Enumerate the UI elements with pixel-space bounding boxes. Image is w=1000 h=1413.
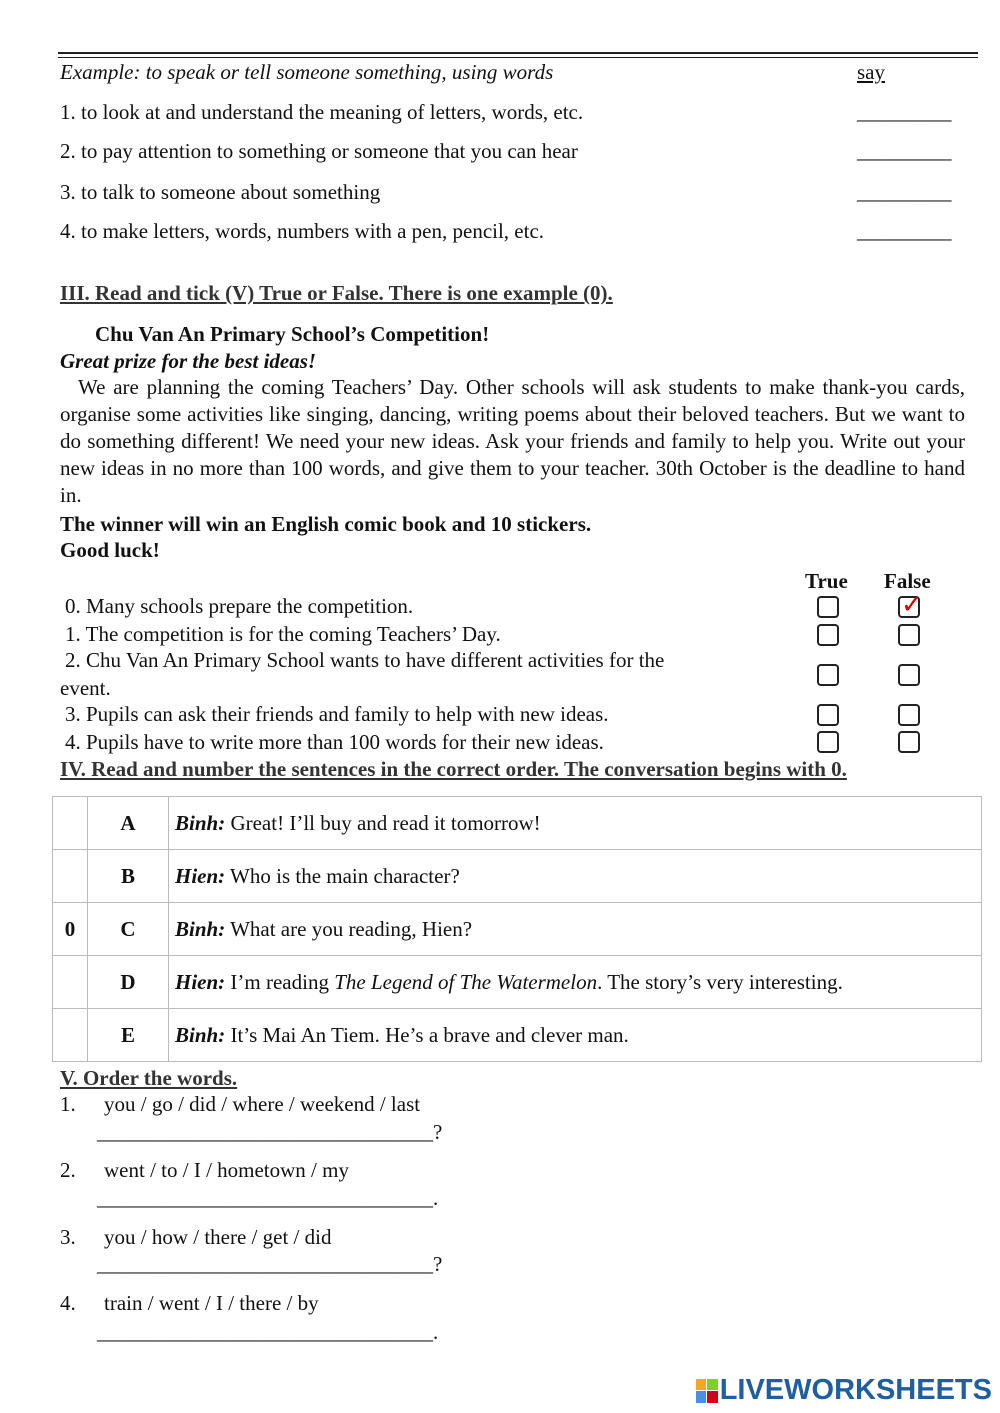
book-title: The Legend of The Watermelon bbox=[334, 969, 598, 994]
order-item-number-2: 2. bbox=[60, 1158, 76, 1182]
checkbox-true-4[interactable] bbox=[817, 731, 839, 753]
top-rule bbox=[58, 52, 978, 54]
section3-heading: III. Read and tick (V) True or False. There is one example (0). bbox=[60, 281, 613, 305]
logo-square-icon bbox=[696, 1391, 707, 1403]
dialogue-line bbox=[169, 903, 982, 956]
order-item-words-2: went / to / I / hometown / my bbox=[104, 1158, 349, 1182]
dialogue-line bbox=[169, 1009, 982, 1062]
row-letter: C bbox=[88, 903, 169, 956]
order-answer-line-4[interactable]: ________________________________. bbox=[97, 1320, 439, 1344]
order-answer-line-2[interactable]: ________________________________. bbox=[97, 1186, 439, 1210]
line-text: Great! I’ll buy and read it tomorrow! bbox=[230, 810, 541, 835]
order-number-cell[interactable] bbox=[53, 797, 88, 850]
definition-4: 4. to make letters, words, numbers with a pen, pencil, etc. bbox=[60, 219, 545, 243]
checkbox-false-3[interactable] bbox=[898, 704, 920, 726]
definition-2: 2. to pay attention to something or someone that you can hear bbox=[60, 139, 578, 163]
order-answer-line-3[interactable]: ________________________________? bbox=[97, 1252, 443, 1276]
speaker: Binh: bbox=[175, 916, 226, 941]
order-item-words-4: train / went / I / there / by bbox=[104, 1291, 319, 1315]
table-row bbox=[53, 850, 982, 903]
section4-heading: IV. Read and number the sentences in the correct order. The conversation begins with 0. bbox=[60, 757, 847, 781]
answer-blank-2[interactable]: _________ bbox=[857, 139, 952, 163]
answer-blank-4[interactable]: _________ bbox=[857, 219, 952, 243]
statement-4: 4. Pupils have to write more than 100 words for their new ideas. bbox=[65, 730, 604, 754]
conversation-table bbox=[52, 796, 982, 1062]
line-text-pre: I’m reading bbox=[230, 969, 335, 994]
example-definition: Example: to speak or tell someone something, using words bbox=[60, 60, 554, 84]
checkbox-false-4[interactable] bbox=[898, 731, 920, 753]
statement-2: 2. Chu Van An Primary School wants to have different activities for the bbox=[65, 648, 665, 672]
dialogue-line bbox=[169, 850, 982, 903]
row-letter: E bbox=[88, 1009, 169, 1062]
order-number-cell[interactable] bbox=[53, 850, 88, 903]
definition-3: 3. to talk to someone about something bbox=[60, 180, 381, 204]
checkbox-true-3[interactable] bbox=[817, 704, 839, 726]
top-rule-secondary bbox=[58, 57, 978, 58]
section5-heading: V. Order the words. bbox=[60, 1066, 238, 1090]
row-letter: B bbox=[88, 850, 169, 903]
order-item-words-3: you / how / there / get / did bbox=[104, 1225, 332, 1249]
passage-good-luck: Good luck! bbox=[60, 538, 160, 562]
passage-title: Chu Van An Primary School’s Competition! bbox=[95, 322, 490, 346]
statement-2-continued: event. bbox=[60, 676, 111, 700]
logo-square-icon bbox=[707, 1379, 718, 1391]
answer-blank-1[interactable]: _________ bbox=[857, 100, 952, 124]
passage-body: We are planning the coming Teachers’ Day. Other schools will ask students to make thank-you cards, organise some activities like singing, dancing, writing poems about their beloved teachers. But we want to do something different! We need your new ideas. Ask your friends and family to help you. Write out your new ideas in no more than 100 words, and give them to your teacher. 30th October is the deadline to hand in. bbox=[60, 375, 965, 507]
speaker: Hien: bbox=[175, 969, 226, 994]
logo-square-icon bbox=[696, 1379, 707, 1391]
line-text: Who is the main character? bbox=[230, 863, 460, 888]
line-text-post: . The story’s very interesting. bbox=[597, 969, 843, 994]
example-answer: say bbox=[857, 60, 885, 84]
order-number-cell[interactable] bbox=[53, 1009, 88, 1062]
dialogue-line bbox=[169, 797, 982, 850]
order-answer-line-1[interactable]: ________________________________? bbox=[97, 1120, 443, 1144]
order-number-cell[interactable] bbox=[53, 956, 88, 1009]
table-row bbox=[53, 1009, 982, 1062]
dialogue-line bbox=[169, 956, 982, 1009]
checkbox-false-1[interactable] bbox=[898, 624, 920, 646]
speaker: Hien: bbox=[175, 863, 226, 888]
logo-text: LIVEWORKSHEETS bbox=[719, 1374, 992, 1406]
checkbox-true-2[interactable] bbox=[817, 664, 839, 686]
checkbox-true-1[interactable] bbox=[817, 624, 839, 646]
table-row bbox=[53, 903, 982, 956]
checkbox-true-0[interactable] bbox=[817, 596, 839, 618]
checkbox-false-0[interactable] bbox=[898, 596, 920, 618]
line-text: What are you reading, Hien? bbox=[230, 916, 473, 941]
passage-winner: The winner will win an English comic book and 10 stickers. bbox=[60, 512, 592, 536]
table-row bbox=[53, 956, 982, 1009]
order-item-words-1: you / go / did / where / weekend / last bbox=[104, 1092, 421, 1116]
order-item-number-4: 4. bbox=[60, 1291, 76, 1315]
row-letter: A bbox=[88, 797, 169, 850]
passage-subtitle: Great prize for the best ideas! bbox=[60, 349, 317, 373]
logo-square-icon bbox=[707, 1391, 718, 1403]
liveworksheets-logo bbox=[696, 1374, 992, 1407]
order-item-number-3: 3. bbox=[60, 1225, 76, 1249]
definition-1: 1. to look at and understand the meaning of letters, words, etc. bbox=[60, 100, 584, 124]
speaker: Binh: bbox=[175, 1022, 226, 1047]
line-text: It’s Mai An Tiem. He’s a brave and clever man. bbox=[230, 1022, 629, 1047]
checkbox-false-2[interactable] bbox=[898, 664, 920, 686]
statement-1: 1. The competition is for the coming Teachers’ Day. bbox=[65, 622, 501, 646]
order-number-cell[interactable]: 0 bbox=[53, 903, 88, 956]
statement-0: 0. Many schools prepare the competition. bbox=[65, 594, 414, 618]
answer-blank-3[interactable]: _________ bbox=[857, 180, 952, 204]
statement-3: 3. Pupils can ask their friends and family to help with new ideas. bbox=[65, 702, 609, 726]
table-row bbox=[53, 797, 982, 850]
speaker: Binh: bbox=[175, 810, 226, 835]
column-false-header: False bbox=[884, 569, 931, 593]
order-item-number-1: 1. bbox=[60, 1092, 76, 1116]
logo-mark-icon bbox=[696, 1379, 718, 1403]
column-true-header: True bbox=[805, 569, 848, 593]
row-letter: D bbox=[88, 956, 169, 1009]
